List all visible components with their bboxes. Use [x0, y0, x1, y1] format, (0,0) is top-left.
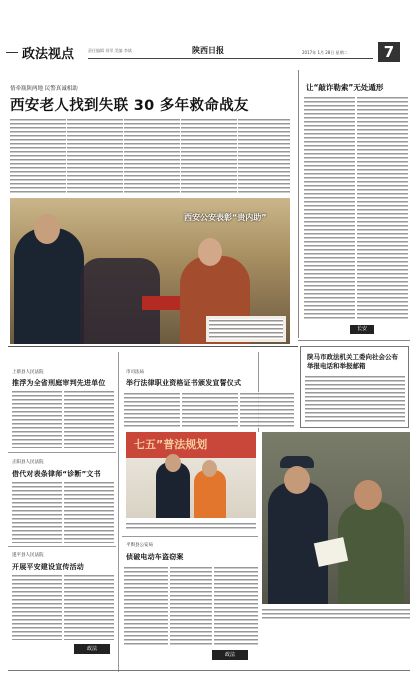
- story4-text: [124, 392, 294, 428]
- story1-headline: 推浮为全省刑庭审判先进单位: [12, 379, 106, 387]
- right-col-divider: [355, 96, 357, 320]
- story1-col-split: [62, 390, 64, 448]
- story2-headline: 借代对表条律师“诊断”文书: [12, 470, 101, 478]
- story5-col-split: [168, 566, 170, 646]
- story5-text: [124, 566, 258, 646]
- newspaper-logo: 陕西日报: [192, 45, 224, 55]
- logo-text-2: 政法: [224, 652, 235, 658]
- photo-police-face: [284, 466, 310, 494]
- story3-logo: [74, 644, 110, 654]
- header-small-info: 责任编辑 刘翠 美编 李斌: [88, 48, 132, 53]
- banner-text: 七五”普法规划: [134, 438, 208, 451]
- story4-kicker: 市司法局: [126, 370, 144, 375]
- right-column-headline: 让“敲诈勒索”无处遁形: [306, 83, 384, 92]
- story4-col-split: [180, 392, 182, 428]
- page-number-badge: [378, 42, 400, 62]
- photo-officer: [14, 228, 84, 344]
- legal-event-photo: [126, 432, 256, 518]
- story4-headline: 举行法律职业资格证书颁发宣誓仪式: [126, 379, 242, 387]
- col-divider: [123, 118, 124, 194]
- logo-text: 政法: [86, 646, 97, 652]
- photo-caption-box: [206, 316, 286, 342]
- story3-headline: 开展平安建设宣传活动: [12, 563, 84, 571]
- story3-col-split: [62, 574, 64, 640]
- right-box: [300, 346, 409, 428]
- legal-photo-caption: [126, 522, 256, 530]
- header-rule-left: [6, 52, 18, 53]
- story2-rule: [8, 452, 116, 453]
- header-rule: [88, 58, 373, 59]
- story5-rule: [122, 536, 258, 537]
- story5-headline: 侦破电动车盗窃案: [126, 553, 184, 561]
- lead-headline: 西安老人找到失联 30 多年救命战友: [10, 98, 249, 114]
- lead-body-text: [10, 118, 290, 194]
- photo-citizen: [338, 502, 404, 604]
- photo-certificate: [142, 296, 180, 310]
- story5-col-split: [212, 566, 214, 646]
- lead-photo: [10, 198, 290, 344]
- right-box-headline: 陕马市政法机关工委向社会公布举报电话和举报邮箱: [307, 353, 398, 370]
- date-text: 2017年 1月 28日 星期二: [302, 50, 348, 55]
- col-divider: [66, 118, 67, 194]
- police-photo-caption: [262, 608, 410, 620]
- story5-kicker: 平舆县公安局: [126, 543, 153, 548]
- lower-col-divider: [118, 352, 119, 672]
- photo-officer-2-face: [165, 454, 181, 472]
- photo-worker-face: [202, 460, 217, 477]
- lead-kicker: 情牵瓶陕两地 民警真诚相助: [10, 86, 78, 92]
- photo-woman-face: [198, 238, 222, 266]
- right-column-bottom-rule: [298, 340, 410, 341]
- right-box-text: [305, 375, 405, 423]
- photo-officer-face: [34, 214, 60, 244]
- story2-col-split: [62, 481, 64, 543]
- photo-citizen-face: [354, 480, 382, 510]
- photo-caption-overlay: 西安公安表彰“贵内助”: [184, 213, 267, 222]
- story1-kicker: 上蔡县人民法院: [12, 370, 44, 375]
- photo-worker: [194, 470, 226, 518]
- story3-kicker: 遂平县人民法院: [12, 553, 44, 558]
- page-header: [0, 40, 415, 64]
- right-badge-text: 长安: [356, 326, 367, 332]
- story3-rule: [8, 546, 116, 547]
- col-divider: [180, 118, 181, 194]
- col-divider: [237, 118, 238, 194]
- page-number: 7: [383, 43, 395, 61]
- police-helping-photo: [262, 432, 410, 604]
- caption-text: [209, 319, 283, 339]
- lower-section-rule: [8, 346, 298, 347]
- story5-logo: [212, 650, 248, 660]
- story4-col-split: [238, 392, 240, 428]
- story2-kicker: 正阳县人民法院: [12, 460, 44, 465]
- page-bottom-rule: [8, 670, 410, 671]
- right-column-border: [298, 70, 299, 338]
- section-title: 政法视点: [22, 47, 75, 62]
- right-column-badge: [350, 325, 374, 334]
